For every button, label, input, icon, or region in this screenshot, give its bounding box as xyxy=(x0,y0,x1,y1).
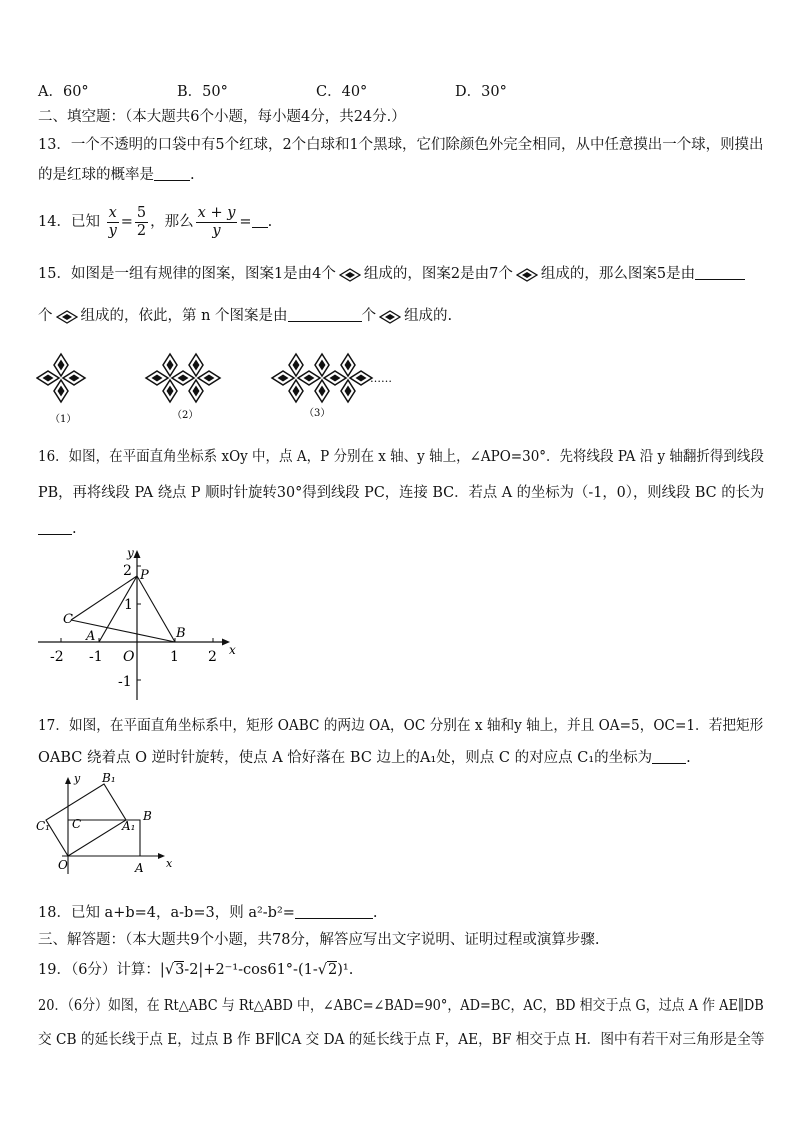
y-axis-arrow xyxy=(134,550,141,558)
q17-end: . xyxy=(686,750,691,766)
diamond-icon xyxy=(379,310,401,324)
q20-line1: 20．（6分）如图，在 Rt△ABC 与 Rt△ABD 中，∠ABC=∠BAD=90°，AD=BC，AC，BD 相交于点 G，过点 A 作 AE∥DB xyxy=(38,998,764,1014)
q16-coordinate-figure xyxy=(36,545,236,705)
equals: = xyxy=(239,214,252,230)
pattern-label-1: （1） xyxy=(50,414,77,425)
x-tick-label: 1 xyxy=(170,649,179,665)
q15-part7: 组成的. xyxy=(404,308,453,324)
y-axis-label: y xyxy=(127,546,134,560)
pattern-1 xyxy=(37,354,85,402)
x-axis-label: x xyxy=(166,857,173,870)
pattern-ellipsis: …… xyxy=(370,372,392,385)
pattern-label-3: （3） xyxy=(304,408,331,419)
diamond-icon xyxy=(516,268,538,282)
x-axis-arrow xyxy=(158,853,165,859)
x-axis-label: x xyxy=(229,643,236,657)
frac-num: x + y xyxy=(197,204,236,221)
answer-blank xyxy=(154,165,190,181)
frac-den: 2 xyxy=(136,222,147,239)
q13-text: 的是红球的概率是 xyxy=(38,167,154,183)
q19-prefix: 19．（6分）计算：| xyxy=(38,962,165,978)
q16-line2: PB，再将线段 PA 绕点 P 顺时针旋转30°得到线段 PC，连接 BC．若点 A 的坐标为（-1，0），则线段 BC 的长为 xyxy=(38,485,765,501)
q15-part3: 组成的，那么图案5是由 xyxy=(540,266,696,282)
answer-blank xyxy=(288,306,362,322)
diamond-icon xyxy=(339,268,361,282)
fraction-x-over-y xyxy=(107,205,119,240)
sqrt-3: 3 xyxy=(175,962,185,978)
point-b-label: B xyxy=(143,809,152,823)
section3-header: 三、解答题：（本大题共9个小题，共78分，解答应写出文字说明、证明过程或演算步骤. xyxy=(38,932,600,948)
q15-part4: 个 xyxy=(38,308,53,324)
y-tick-label: -1 xyxy=(118,674,132,690)
y-tick-label: 1 xyxy=(124,597,133,613)
pattern-2 xyxy=(146,354,220,402)
q17-line1: 17．如图，在平面直角坐标系中，矩形 OABC 的两边 OA，OC 分别在 x 轴和y 轴上，并且 OA=5，OC=1．若把矩形 xyxy=(38,718,764,734)
q20-line2: 交 CB 的延长线于点 E，过点 B 作 BF∥CA 交 DA 的延长线于点 F，AE，BF 相交于点 H．图中有若干对三角形是全等 xyxy=(38,1032,765,1048)
option-d: D．30° xyxy=(455,84,507,100)
q17-line2 xyxy=(38,748,691,768)
frac-num: 5 xyxy=(136,204,147,221)
q14-end: . xyxy=(267,214,273,230)
point-b-label: B xyxy=(176,626,186,641)
pattern-label-2: （2） xyxy=(172,410,199,421)
option-b: B．50° xyxy=(177,84,228,100)
q18-text: 18．已知 a+b=4，a-b=3，则 a²-b²= xyxy=(38,905,295,921)
point-p-label: P xyxy=(140,568,149,583)
answer-blank xyxy=(695,264,745,280)
origin-label: O xyxy=(58,858,68,872)
y-tick-label: 2 xyxy=(123,563,132,579)
option-c: C．40° xyxy=(316,84,368,100)
q14-middle: ，那么 xyxy=(150,214,194,230)
x-tick-label: -2 xyxy=(50,649,64,665)
point-a-label: A xyxy=(135,861,144,875)
q17-text: OABC 绕着点 O 逆时针旋转，使点 A 恰好落在 BC 边上的A₁处，则点 C 的对应点 C₁的坐标为 xyxy=(38,750,653,766)
point-c-label: C xyxy=(63,612,73,627)
y-axis-label: y xyxy=(74,772,81,785)
q15-line2 xyxy=(38,306,452,326)
frac-den: y xyxy=(212,222,221,239)
frac-den: y xyxy=(108,222,117,239)
q12-options xyxy=(38,82,594,102)
q15-line1 xyxy=(38,264,745,284)
q15-part1: 15．如图是一组有规律的图案，图案1是由4个 xyxy=(38,266,336,282)
q13-line1: 13．一个不透明的口袋中有5个红球，2个白球和1个黑球，它们除颜色外完全相同，从中任意摸出一个球，则摸出 xyxy=(38,137,764,153)
q18-end: . xyxy=(372,905,378,921)
q19: 19．（6分）计算：|√3-2|+2⁻¹-cos61°-(1-√2)¹. xyxy=(38,962,354,978)
answer-blank xyxy=(38,519,72,535)
point-a1-label: A₁ xyxy=(122,819,136,833)
x-tick-label: -1 xyxy=(89,649,103,665)
frac-num: x xyxy=(107,205,119,223)
answer-blank xyxy=(295,903,373,919)
q16-end: . xyxy=(72,521,77,537)
q18 xyxy=(38,903,378,923)
q19-mid: -2|+2⁻¹-cos61°-(1- xyxy=(184,962,318,978)
option-a: A．60° xyxy=(38,84,89,100)
q16-line3 xyxy=(38,519,77,539)
point-c1-label: C₁ xyxy=(36,819,50,833)
equals: = xyxy=(120,214,133,230)
section2-header: 二、填空题：（本大题共6个小题，每小题4分，共24分.） xyxy=(38,109,406,125)
q15-part5: 组成的，依此，第 n 个图案是由 xyxy=(80,308,288,324)
q14-prefix: 14．已知 xyxy=(38,214,100,230)
diamond-icon xyxy=(56,310,78,324)
fraction-x-plus-y-over-y xyxy=(196,205,238,240)
point-a-label: A xyxy=(86,629,96,644)
q17-rectangle-figure xyxy=(34,770,184,880)
sqrt-2: 2 xyxy=(327,962,338,978)
q13-line2 xyxy=(38,165,195,185)
point-b1-label: B₁ xyxy=(102,771,116,785)
answer-blank xyxy=(652,748,686,764)
x-tick-label: 2 xyxy=(208,649,217,665)
q19-end: )¹. xyxy=(337,962,354,978)
q13-end: . xyxy=(190,167,195,183)
segment-pb xyxy=(137,576,175,642)
q15-part2: 组成的，图案2是由7个 xyxy=(363,266,513,282)
answer-blank xyxy=(252,212,268,228)
origin-label: O xyxy=(123,649,135,665)
q15-part6: 个 xyxy=(361,308,377,324)
point-c-label: C xyxy=(72,817,82,831)
fraction-5-over-2 xyxy=(135,205,148,240)
q15-pattern-figure xyxy=(36,346,406,430)
y-axis-arrow xyxy=(65,777,71,784)
pattern-3 xyxy=(272,354,372,402)
q16-line1: 16．如图，在平面直角坐标系 xOy 中，点 A，P 分别在 x 轴、y 轴上，∠APO=30°．先将线段 PA 沿 y 轴翻折得到线段 xyxy=(38,449,764,465)
q14 xyxy=(38,203,272,241)
